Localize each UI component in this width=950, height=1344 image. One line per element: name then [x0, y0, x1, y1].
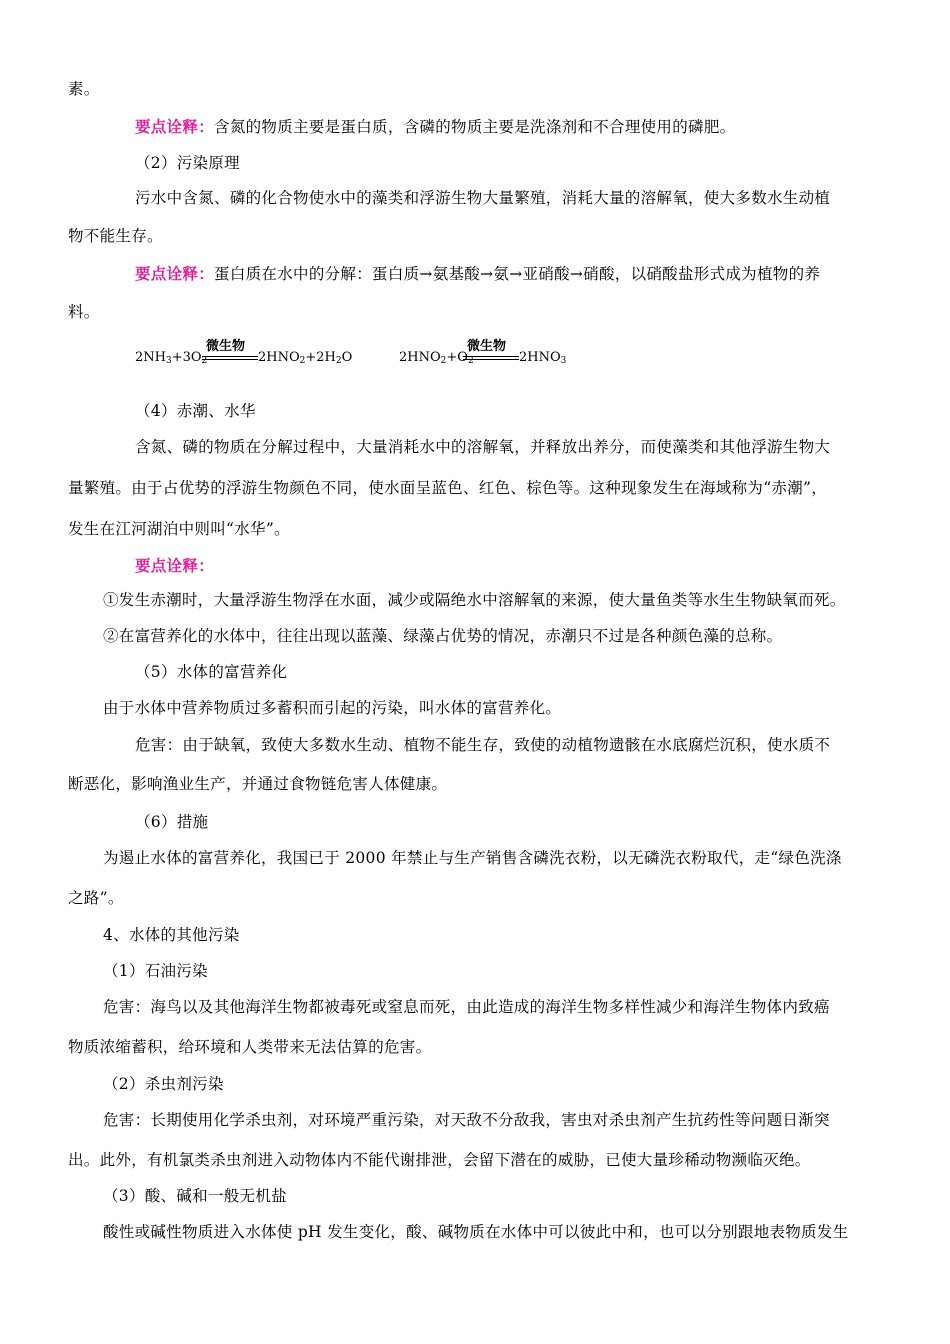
section-heading: （4）赤潮、水华 [135, 402, 256, 420]
text-line: 蛋白质在水中的分解：蛋白质→氨基酸→氨→亚硝酸→硝酸，以硝酸盐形式成为植物的养 [214, 265, 821, 283]
text-line: 危害：由于缺氧，致使大多数水生动、植物不能生存，致使的动植物遗骸在水底腐烂沉积，使水质不 [135, 736, 831, 754]
section-heading: （6）措施 [135, 813, 209, 831]
reaction-arrow-line [463, 356, 519, 357]
key-point-label: 要点诠释： [135, 117, 215, 136]
equation-right: $2HNO_3$ [519, 350, 567, 366]
text-line: 污水中含氮、磷的化合物使水中的藻类和浮游生物大量繁殖，消耗大量的溶解氧，使大多数水生动植 [135, 189, 831, 207]
reaction-condition: 微生物 [467, 339, 507, 354]
key-point-label: 要点诠释： [135, 264, 215, 283]
text-line: 为遏止水体的富营养化，我国已于 2000 年禁止与生产销售含磷洗衣粉，以无磷洗衣粉取代，走“绿色洗涤 [103, 849, 842, 867]
text-line: ②在富营养化的水体中，往往出现以蓝藻、绿藻占优势的情况，赤潮只不过是各种颜色藻的总称。 [103, 627, 783, 645]
section-heading: （2）污染原理 [135, 154, 240, 172]
text-line: 发生在江河湖泊中则叫“水华”。 [68, 520, 290, 538]
text-line: 出。此外，有机氯类杀虫剂进入动物体内不能代谢排泄，会留下潜在的威胁，已使大量珍稀动物濒临灭绝。 [68, 1151, 811, 1169]
text-line: 含氮、磷的物质在分解过程中，大量消耗水中的溶解氧，并释放出养分，而使藻类和其他浮游生物大 [135, 438, 831, 456]
section-heading: （5）水体的富营养化 [135, 663, 288, 681]
section-heading: （1）石油污染 [103, 962, 208, 980]
text-line: 危害：长期使用化学杀虫剂，对环境严重污染，对天敌不分敌我，害虫对杀虫剂产生抗药性等问题日渐突 [103, 1111, 830, 1129]
text-line: 素。 [68, 80, 100, 98]
text-line: 断恶化，影响渔业生产，并通过食物链危害人体健康。 [68, 775, 448, 793]
reaction-arrow-line [202, 356, 258, 357]
text-line: 量繁殖。由于占优势的浮游生物颜色不同，使水面呈蓝色、红色、棕色等。这种现象发生在海域称为“赤潮”， [68, 479, 828, 497]
reaction-arrow-line [202, 359, 258, 360]
section-heading: （2）杀虫剂污染 [103, 1075, 224, 1093]
text-line: 料。 [68, 303, 100, 321]
text-line: 危害：海鸟以及其他海洋生物都被毒死或窒息而死，由此造成的海洋生物多样性减少和海洋生物体内致癌 [103, 998, 830, 1016]
section-heading: 4、水体的其他污染 [103, 926, 240, 944]
text-line: 物不能生存。 [68, 227, 163, 245]
text-line: 之路”。 [68, 889, 124, 907]
key-point-paragraph [135, 117, 735, 137]
equation-left: $2NH_3+3O_2$ [135, 350, 208, 366]
section-heading: （3）酸、碱和一般无机盐 [103, 1187, 287, 1205]
text-line: 由于水体中营养物质过多蓄积而引起的污染，叫水体的富营养化。 [103, 699, 562, 717]
reaction-condition: 微生物 [206, 339, 246, 354]
key-point-label: 要点诠释： [135, 556, 215, 575]
equation-right: $2HNO_2+2H_2O$ [258, 350, 353, 366]
text-line: 物质浓缩蓄积，给环境和人类带来无法估算的危害。 [68, 1038, 432, 1056]
key-point-paragraph [135, 264, 820, 284]
text-line: 酸性或碱性物质进入水体使 pH 发生变化，酸、碱物质在水体中可以彼此中和，也可以分别跟地表物质发生 [103, 1223, 849, 1241]
text-line: ①发生赤潮时，大量浮游生物浮在水面，减少或隔绝水中溶解氧的来源，使大量鱼类等水生生物缺氧而死。 [103, 591, 846, 609]
text-line: 含氮的物质主要是蛋白质，含磷的物质主要是洗涤剂和不合理使用的磷肥。 [214, 118, 736, 136]
equation-left: $2HNO_2+O_2$ [399, 350, 474, 366]
reaction-arrow-line [463, 359, 519, 360]
